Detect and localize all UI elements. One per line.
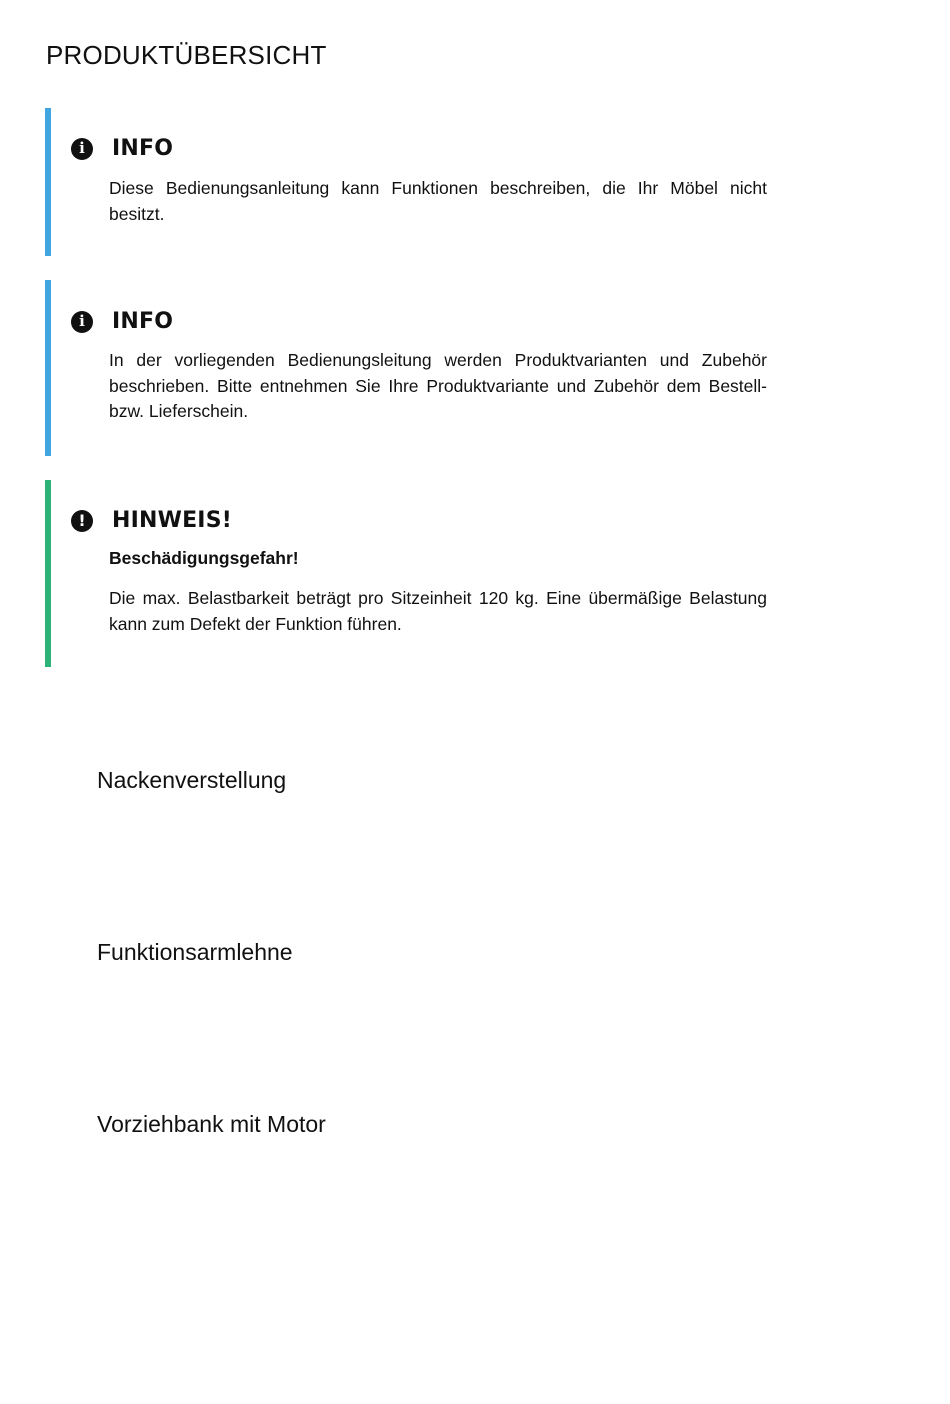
notice-header: [71, 136, 173, 161]
notice-text: Diese Bedienungsanleitung kann Funktionen beschreiben, die Ihr Möbel nicht besitzt.: [109, 178, 767, 224]
exclamation-circle-icon: !: [71, 510, 93, 532]
notice-label: HINWEIS!: [112, 508, 232, 533]
section-heading-funktionsarmlehne: Funktionsarmlehne: [97, 939, 293, 965]
notice-header: [71, 508, 232, 533]
notice-label: INFO: [112, 309, 174, 334]
notice-label: INFO: [112, 136, 174, 161]
info-circle-icon: i: [71, 311, 93, 333]
page-title: PRODUKTÜBERSICHT: [46, 40, 327, 70]
notice-text: Die max. Belastbarkeit beträgt pro Sitzeinheit 120 kg. Eine übermäßige Belastung kann zum Defekt der Funktion führen.: [109, 588, 767, 634]
section-heading-nackenverstellung: Nackenverstellung: [97, 767, 287, 793]
section-heading-vorziehbank: Vorziehbank mit Motor: [97, 1111, 326, 1137]
info-notice-1: [45, 108, 767, 256]
info-notice-2: [45, 280, 767, 456]
hinweis-notice: [45, 480, 767, 667]
info-circle-icon: i: [71, 138, 93, 160]
notice-subtitle: Beschädigungsgefahr!: [109, 548, 299, 568]
notice-text: In der vorliegenden Bedienungsleitung werden Produktvarianten und Zubehör beschrieben. Bitte entnehmen Sie Ihre Produktvariante und Zubehör dem Bestell- bzw. Lieferschein.: [109, 350, 767, 421]
notice-header: [71, 309, 173, 334]
